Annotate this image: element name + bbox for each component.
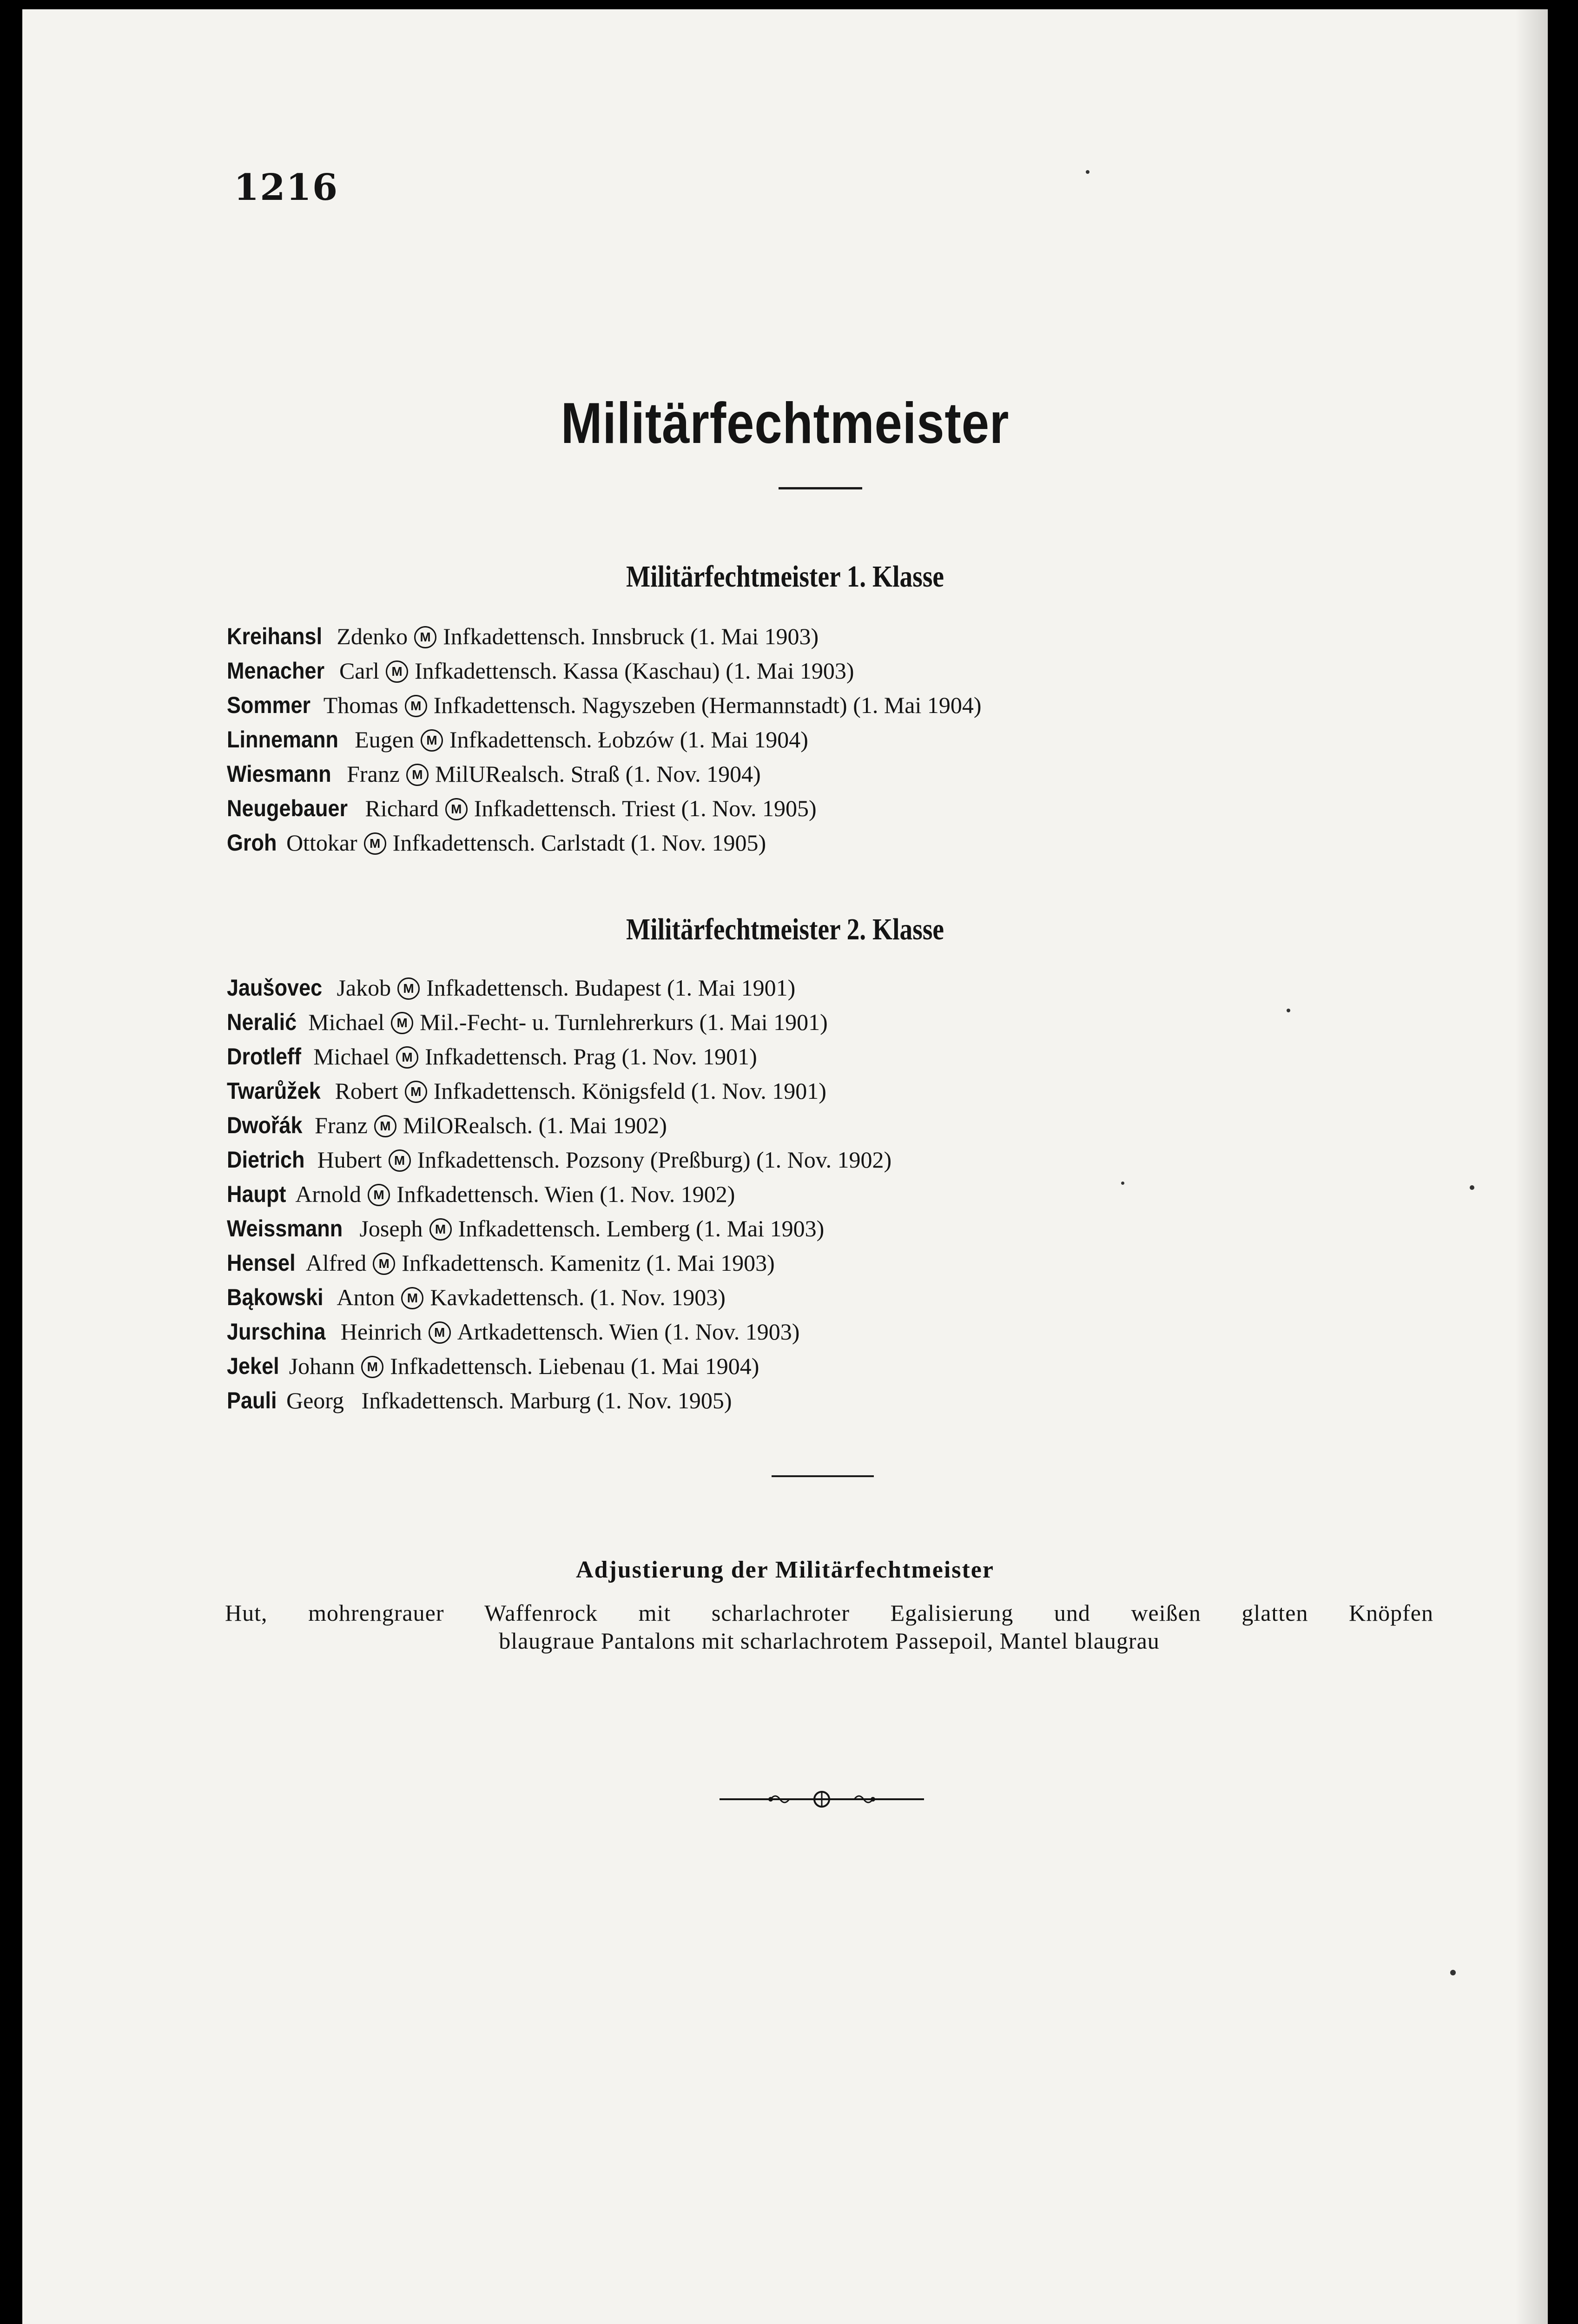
entry-surname: Hensel (227, 1250, 296, 1276)
entry-first-name: Johann (289, 1353, 355, 1379)
entry-details: Infkadettensch. Wien (1. Nov. 1902) (396, 1181, 735, 1207)
entry-details: Infkadettensch. Lemberg (1. Mai 1903) (458, 1215, 825, 1241)
list-item (227, 654, 982, 688)
entry-details: Infkadettensch. Kamenitz (1. Mai 1903) (402, 1250, 775, 1276)
entry-details: Infkadettensch. Prag (1. Nov. 1901) (425, 1043, 757, 1070)
m-badge-icon: M (405, 695, 427, 717)
entry-first-name: Heinrich (340, 1319, 422, 1345)
entry-surname: Twarůžek (227, 1078, 321, 1104)
entry-details: Infkadettensch. Nagyszeben (Hermannstadt) (1. Mai 1904) (433, 692, 982, 718)
entry-surname: Menacher (227, 658, 325, 684)
entry-details: Kavkadettensch. (1. Nov. 1903) (430, 1284, 726, 1310)
entry-details: Infkadettensch. Pozsony (Preßburg) (1. Nov. 1902) (417, 1147, 892, 1173)
entry-surname: Weissmann (227, 1215, 343, 1241)
list-item (227, 1177, 891, 1211)
m-badge-icon: M (397, 977, 420, 1000)
class-2-list (227, 971, 891, 1418)
scan-speck (1450, 1970, 1456, 1975)
entry-surname: Dietrich (227, 1147, 305, 1173)
entry-details: MilURealsch. Straß (1. Nov. 1904) (435, 761, 761, 787)
list-item (227, 1280, 891, 1314)
entry-first-name: Franz (315, 1112, 368, 1138)
entry-details: Infkadettensch. Innsbruck (1. Mai 1903) (443, 623, 819, 649)
entry-surname: Sommer (227, 692, 311, 718)
section-heading-class-2: Militärfechtmeister 2. Klasse (626, 912, 944, 946)
m-badge-icon: M (368, 1184, 390, 1206)
list-item (227, 757, 982, 791)
entry-first-name: Thomas (323, 692, 398, 718)
list-item (227, 1108, 891, 1142)
class-1-list (227, 619, 982, 860)
entry-surname: Drotleff (227, 1043, 301, 1070)
entry-surname: Jurschina (227, 1319, 326, 1345)
scan-speck (1287, 1009, 1290, 1012)
entry-details: Infkadettensch. Marburg (1. Nov. 1905) (361, 1387, 732, 1413)
entry-first-name: Richard (365, 795, 439, 821)
list-item (227, 1039, 891, 1074)
list-item (227, 825, 982, 860)
document-page (22, 9, 1548, 2324)
list-item (227, 688, 982, 722)
list-item (227, 1005, 891, 1039)
entry-surname: Jekel (227, 1353, 279, 1379)
entry-first-name: Anton (337, 1284, 395, 1310)
uniform-line-1: Hut, mohrengrauer Waffenrock mit scharlachroter Egalisierung und weißen glatten Knöpfen (225, 1600, 1433, 1626)
m-badge-icon: M (391, 1012, 413, 1034)
list-item (227, 1246, 891, 1280)
entry-first-name: Michael (308, 1009, 385, 1035)
entry-first-name: Georg (286, 1387, 344, 1413)
list-item (227, 1314, 891, 1349)
m-badge-icon: M (374, 1115, 396, 1137)
entry-first-name: Arnold (295, 1181, 362, 1207)
m-badge-icon: M (429, 1218, 452, 1241)
m-badge-icon: M (406, 764, 429, 786)
list-item (227, 971, 891, 1005)
entry-details: Mil.-Fecht- u. Turnlehrerkurs (1. Mai 1901) (420, 1009, 828, 1035)
list-item (227, 1383, 891, 1418)
page-number: 1216 (234, 166, 339, 209)
m-badge-icon: M (386, 660, 408, 683)
uniform-heading: Adjustierung der Militärfechtmeister (576, 1557, 994, 1583)
entry-first-name: Robert (335, 1078, 398, 1104)
m-badge-icon: M (389, 1149, 411, 1172)
entry-first-name: Franz (347, 761, 400, 787)
uniform-line-2: blaugraue Pantalons mit scharlachrotem Passepoil, Mantel blaugrau (499, 1628, 1160, 1654)
list-item (227, 1349, 891, 1383)
entry-first-name: Zdenko (337, 623, 408, 649)
entry-surname: Bąkowski (227, 1284, 324, 1310)
entry-surname: Dwořák (227, 1112, 303, 1138)
page-title: Militärfechtmeister (561, 391, 1010, 456)
entry-details: Artkadettensch. Wien (1. Nov. 1903) (457, 1319, 800, 1345)
m-badge-icon: M (421, 729, 443, 752)
section-heading-class-1: Militärfechtmeister 1. Klasse (626, 560, 944, 594)
entry-first-name: Eugen (355, 726, 414, 753)
m-badge-icon: M (396, 1046, 418, 1069)
m-badge-icon: M (373, 1253, 395, 1275)
section-divider (772, 1475, 874, 1477)
list-item (227, 619, 982, 654)
entry-first-name: Alfred (305, 1250, 367, 1276)
m-badge-icon: M (414, 626, 436, 648)
entry-surname: Jaušovec (227, 975, 323, 1001)
list-item (227, 1074, 891, 1108)
scan-speck (1086, 170, 1089, 174)
entry-surname: Neugebauer (227, 795, 348, 821)
entry-details: Infkadettensch. Königsfeld (1. Nov. 1901) (433, 1078, 826, 1104)
list-item (227, 1142, 891, 1177)
entry-details: Infkadettensch. Liebenau (1. Mai 1904) (390, 1353, 759, 1379)
list-item (227, 722, 982, 757)
ornament-divider-icon (720, 1788, 924, 1811)
entry-details: Infkadettensch. Kassa (Kaschau) (1. Mai 1903) (415, 658, 854, 684)
entry-surname: Linnemann (227, 726, 339, 753)
entry-first-name: Carl (339, 658, 380, 684)
entry-surname: Pauli (227, 1387, 277, 1413)
scan-speck (1470, 1185, 1474, 1190)
m-badge-icon: M (429, 1321, 451, 1344)
entry-details: Infkadettensch. Budapest (1. Mai 1901) (426, 975, 796, 1001)
entry-first-name: Ottokar (286, 830, 357, 856)
list-item (227, 791, 982, 825)
entry-surname: Haupt (227, 1181, 286, 1207)
entry-details: Infkadettensch. Carlstadt (1. Nov. 1905) (392, 830, 766, 856)
scan-speck (1121, 1182, 1124, 1185)
m-badge-icon: M (361, 1356, 383, 1378)
entry-first-name: Joseph (359, 1215, 423, 1241)
list-item (227, 1211, 891, 1246)
m-badge-icon: M (364, 832, 386, 855)
m-badge-icon: M (401, 1287, 423, 1309)
uniform-description (225, 1599, 1433, 1655)
entry-surname: Kreihansl (227, 623, 323, 649)
entry-surname: Neralić (227, 1009, 297, 1035)
m-badge-icon: M (405, 1081, 427, 1103)
scan-edge (1515, 9, 1548, 2324)
entry-details: MilORealsch. (1. Mai 1902) (403, 1112, 667, 1138)
entry-first-name: Jakob (337, 975, 391, 1001)
m-badge-icon: M (445, 798, 468, 820)
entry-details: Infkadettensch. Łobzów (1. Mai 1904) (449, 726, 808, 753)
entry-details: Infkadettensch. Triest (1. Nov. 1905) (474, 795, 817, 821)
entry-first-name: Hubert (317, 1147, 382, 1173)
entry-surname: Wiesmann (227, 761, 331, 787)
title-divider (779, 487, 862, 489)
entry-surname: Groh (227, 830, 277, 856)
entry-first-name: Michael (313, 1043, 390, 1070)
